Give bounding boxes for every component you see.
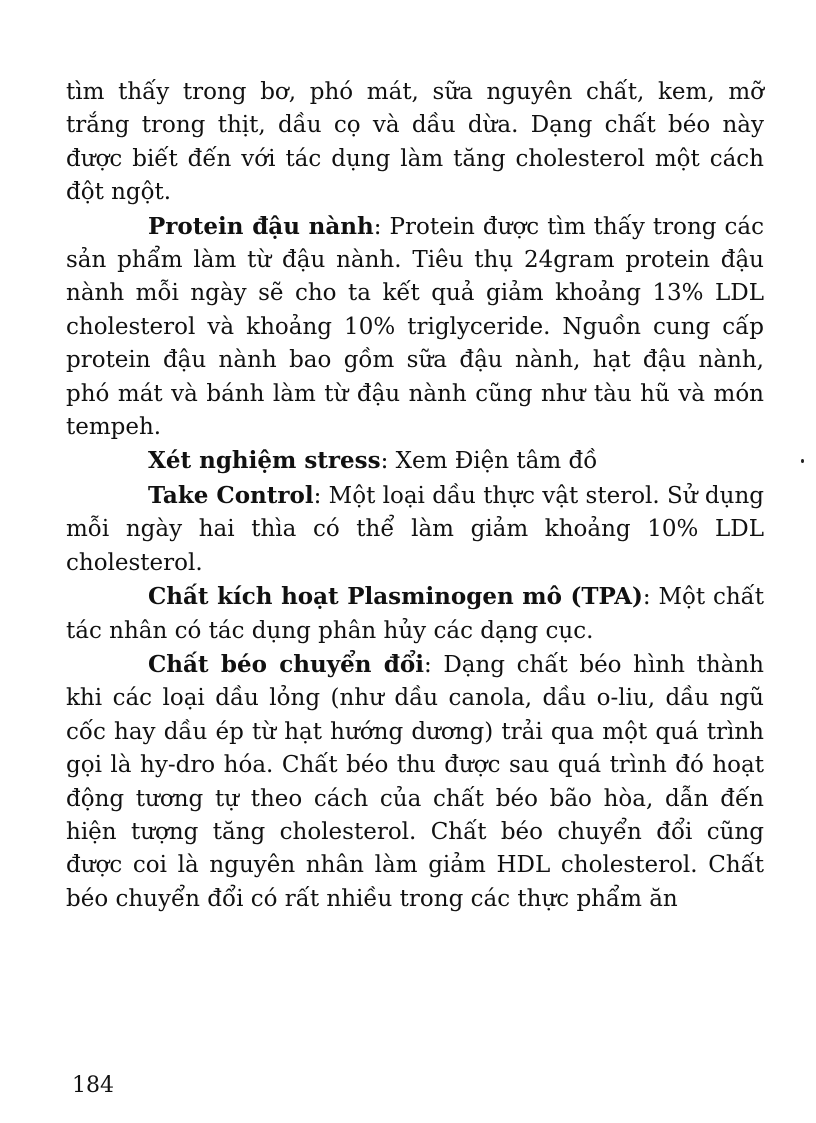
- glossary-definition: Protein được tìm thấy trong các sản phẩm làm từ đậu nành. Tiêu thụ 24gram protein đậu nành mỗi ngày sẽ cho ta kết quả giảm khoảng 13% LDL cholesterol và khoảng 10% triglyceride. Nguồn cung cấp protein đậu nành bao gồm sữa đậu nành, hạt đậu nành, phó mát và bánh làm từ đậu nành cũng như tàu hũ và món tempeh.: [66, 213, 764, 441]
- paragraph-continuation: [66, 76, 764, 210]
- glossary-term: Chất kích hoạt Plasminogen mô (TPA): [148, 583, 643, 611]
- term-separator: :: [423, 651, 432, 678]
- glossary-entry-soy-protein: [66, 210, 764, 445]
- glossary-term: Protein đậu nành: [148, 212, 374, 240]
- page-body: [66, 76, 764, 916]
- glossary-term: Xét nghiệm stress: [148, 447, 381, 475]
- glossary-entry-take-control: [66, 479, 764, 580]
- glossary-entry-trans-fat: [66, 648, 764, 916]
- term-separator: :: [373, 213, 382, 240]
- glossary-definition: Dạng chất béo hình thành khi các loại dầu lỏng (như dầu canola, dầu o-liu, dầu ngũ cốc hay dầu ép từ hạt hướng dương) trải qua một quá trình gọi là hy-dro hóa. Chất béo thu được sau quá trình đó hoạt động tương tự theo cách của chất béo bão hòa, dẫn đến hiện tượng tăng cholesterol. Chất béo chuyển đổi cũng được coi là nguyên nhân làm giảm HDL cholesterol. Chất béo chuyển đổi có rất nhiều trong các thực phẩm ăn: [66, 651, 764, 912]
- glossary-definition: Một chất tác nhân có tác dụng phân hủy các dạng cục.: [66, 584, 764, 644]
- glossary-entry-tpa: [66, 580, 764, 648]
- glossary-term: Take Control: [148, 481, 314, 509]
- term-separator: :: [380, 448, 389, 475]
- term-separator: :: [642, 584, 651, 611]
- glossary-term: Chất béo chuyển đổi: [148, 650, 424, 678]
- glossary-entry-stress-test: [66, 444, 764, 478]
- paragraph-text: tìm thấy trong bơ, phó mát, sữa nguyên chất, kem, mỡ trắng trong thịt, dầu cọ và dầu dừa. Dạng chất béo này được biết đến với tác dụng làm tăng cholesterol một cách đột ngột.: [66, 79, 764, 206]
- glossary-definition: Một loại dầu thực vật sterol. Sử dụng mỗi ngày hai thìa có thể làm giảm khoảng 10% LDL cholesterol.: [66, 482, 764, 576]
- term-separator: :: [313, 482, 322, 509]
- page-number: 184: [72, 1073, 114, 1098]
- glossary-definition: Xem Điện tâm đồ: [388, 448, 598, 475]
- scan-speck: [801, 459, 804, 463]
